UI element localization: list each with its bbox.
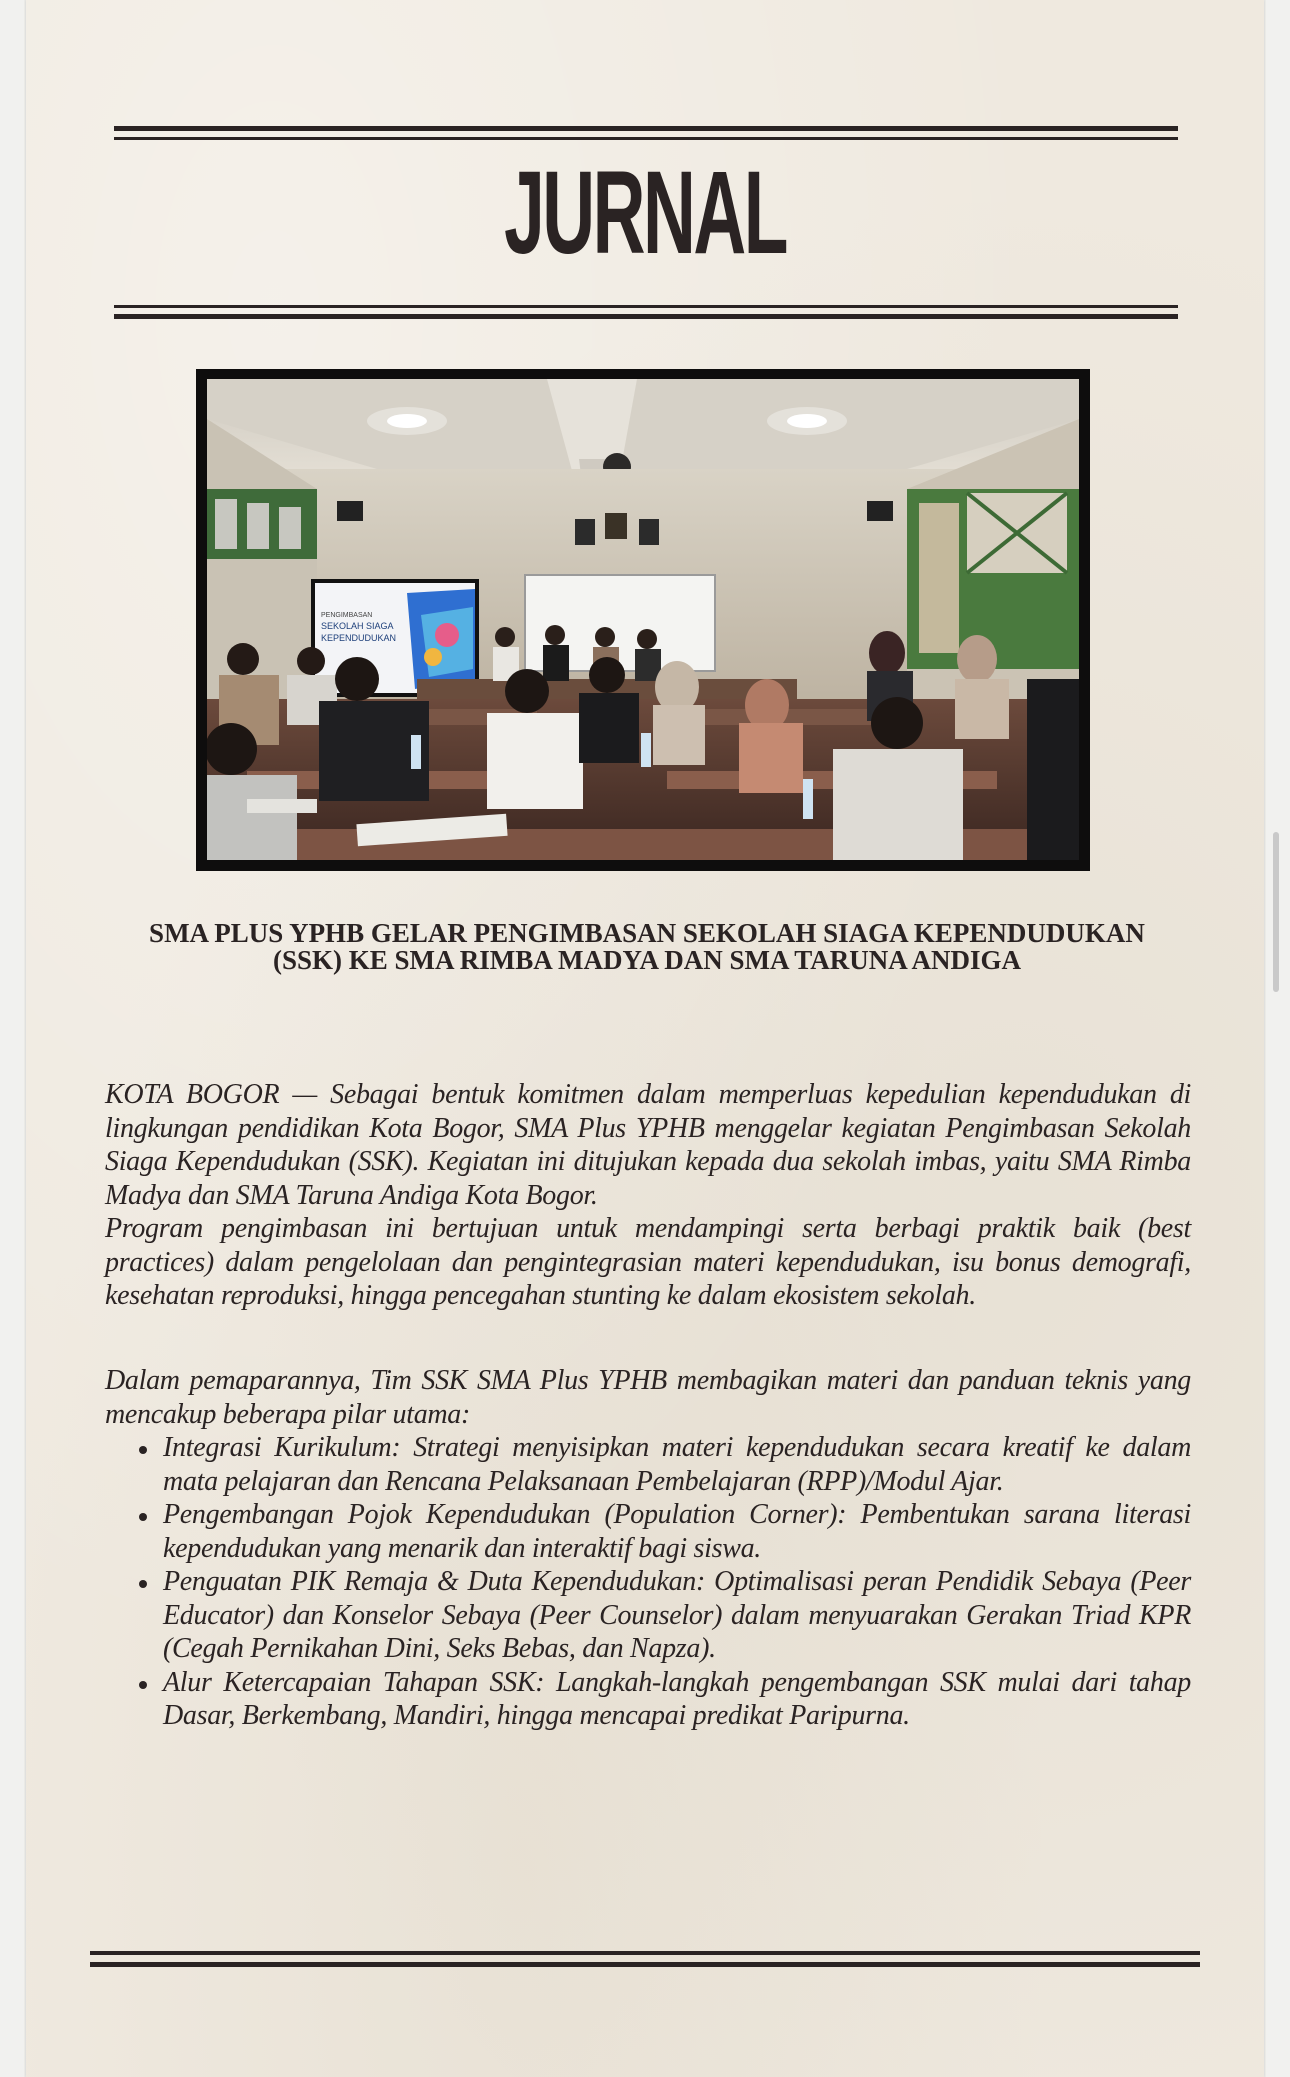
pillars-list: [105, 1431, 1191, 1733]
screen-line-3: KEPENDUDUKAN: [321, 633, 397, 643]
pillar-item: Alur Ketercapaian Tahapan SSK: Langkah-langkah pengembangan SSK mulai dari tahap Dasar, Berkembang, Mandiri, hingga mencapai predikat Paripurna.: [163, 1666, 1191, 1731]
screen-line-2: SEKOLAH SIAGA: [321, 621, 394, 631]
screen-line-1: PENGIMBASAN: [321, 612, 373, 619]
article-headline: SMA PLUS YPHB GELAR PENGIMBASAN SEKOLAH SIAGA KEPENDUDUKAN (SSK) KE SMA RIMBA MADYA DAN SMA TARUNA ANDIGA: [149, 918, 1145, 975]
left-gutter: [0, 0, 24, 2077]
footer-rule-2: [90, 1962, 1200, 1967]
article-intro: [105, 1078, 1191, 1313]
paragraph-3: Dalam pemaparannya, Tim SSK SMA Plus YPHB membagikan materi dan panduan teknis yang mencakup beberapa pilar utama:: [105, 1365, 1191, 1430]
photo-frame: [196, 369, 1090, 871]
paragraph-1: KOTA BOGOR — Sebagai bentuk komitmen dalam memperluas kepedulian kependudukan di lingkungan pendidikan Kota Bogor, SMA Plus YPHB menggelar kegiatan Pengimbasan Sekolah Siaga Kependudukan (SSK). Kegiatan ini ditujukan kepada dua sekolah imbas, yaitu SMA Rimba Madya dan SMA Taruna Andiga Kota Bogor.: [105, 1079, 1191, 1211]
pillar-item: Integrasi Kurikulum: Strategi menyisipkan materi kependudukan secara kreatif ke dalam mata pelajaran dan Rencana Pelaksanaan Pembelajaran (RPP)/Modul Ajar.: [163, 1432, 1191, 1497]
event-photo: [207, 379, 1079, 860]
newspaper-page: [26, 0, 1264, 2077]
masthead-title: JURNAL: [504, 147, 786, 279]
pillar-item: Penguatan PIK Remaja & Duta Kependudukan: Optimalisasi peran Pendidik Sebaya (Peer Educator) dan Konselor Sebaya (Peer Counselor) dalam menyuarakan Gerakan Triad KPR (Cegah Pernikahan Dini, Seks Bebas, dan Napza).: [163, 1566, 1191, 1664]
right-gutter: [1266, 0, 1290, 2077]
masthead-rule-top-1: [114, 126, 1178, 131]
footer-rule-1: [90, 1951, 1200, 1955]
masthead-rule-bottom-2: [114, 314, 1178, 319]
article-pillars-section: [105, 1364, 1191, 1733]
paragraph-2: Program pengimbasan ini bertujuan untuk mendampingi serta berbagi praktik baik (best practices) dalam pengelolaan dan pengintegrasian materi kependudukan, isu bonus demografi, kesehatan reproduksi, hingga pencegahan stunting ke dalam ekosistem sekolah.: [105, 1213, 1191, 1311]
masthead-rule-top-2: [114, 137, 1178, 140]
scrollbar-thumb[interactable]: [1273, 832, 1279, 992]
masthead-rule-bottom-1: [114, 305, 1178, 308]
pillar-item: Pengembangan Pojok Kependudukan (Population Corner): Pembentukan sarana literasi kependudukan yang menarik dan interaktif bagi siswa.: [163, 1499, 1191, 1564]
